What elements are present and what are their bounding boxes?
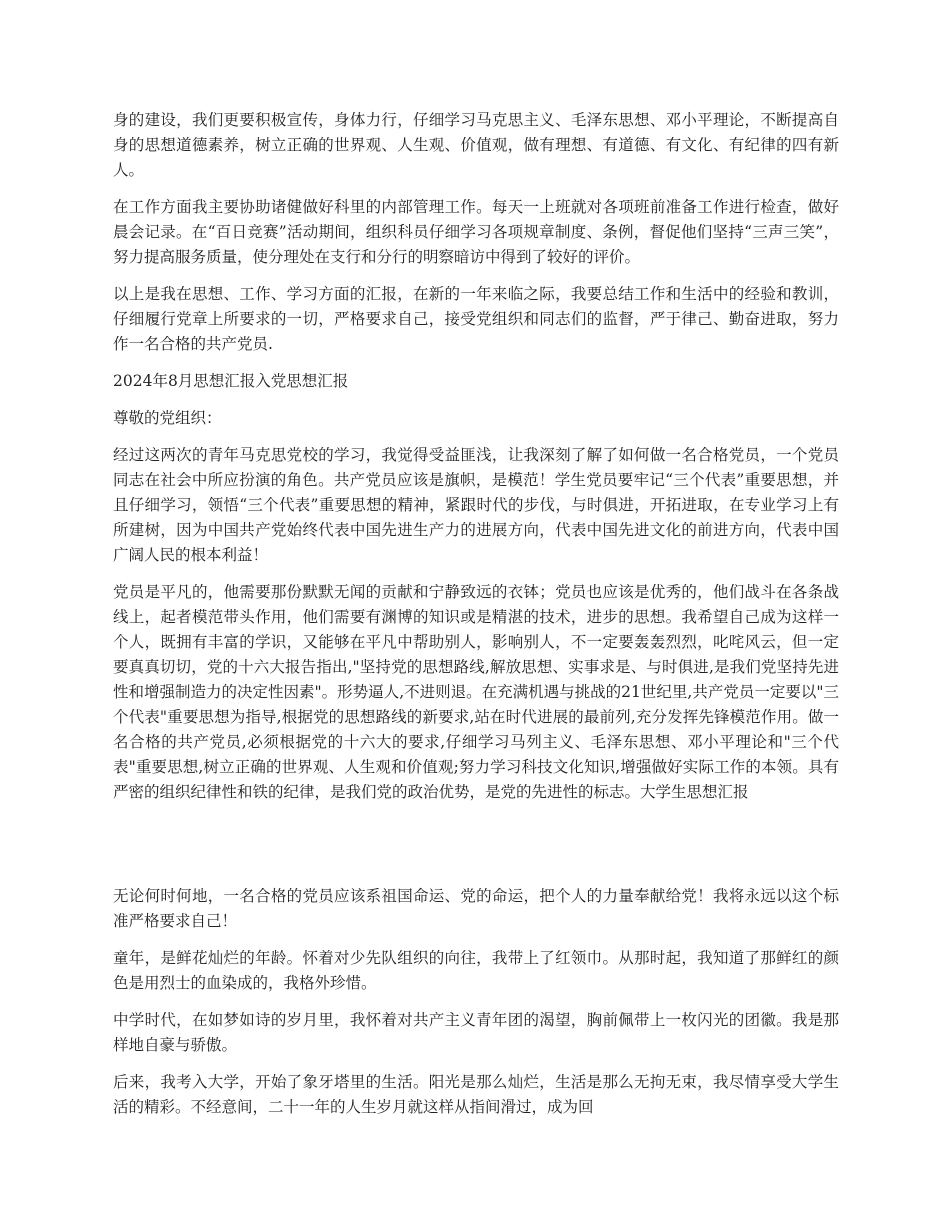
- report-title: 2024年8月思想汇报入党思想汇报: [113, 372, 349, 390]
- paragraph: 身的建设，我们更要积极宣传，身体力行，仔细学习马克思主义、毛泽东思想、邓小平理论，不断提高自身的思想道德素养，树立正确的世界观、人生观、价值观，做有理想、有道德、有文化、有纪律的四有新人。: [113, 111, 839, 179]
- document-body: [113, 108, 839, 1132]
- paragraph: 后来，我考入大学，开始了象牙塔里的生活。阳光是那么灿烂，生活是那么无拘无束，我尽情享受大学生活的精彩。不经意间，二十一年的人生岁月就这样从指间滑过，成为回: [113, 1073, 839, 1116]
- paragraph: 无论何时何地，一名合格的党员应该系祖国命运、党的命运，把个人的力量奉献给党！我将永远以这个标准严格要求自己！: [113, 887, 839, 930]
- paragraph: 在工作方面我主要协助诸健做好科里的内部管理工作。每天一上班就对各项班前准备工作进行检查，做好晨会记录。在“百日竞赛”活动期间，组织科员仔细学习各项规章制度、条例，督促他们坚持“三声三笑”，努力提高服务质量，使分理处在支行和分行的明察暗访中得到了较好的评价。: [113, 198, 839, 266]
- salutation: 尊敬的党组织：: [113, 409, 222, 427]
- paragraph: 经过这两次的青年马克思党校的学习，我觉得受益匪浅，让我深刻了解了如何做一名合格党员，一个党员同志在社会中所应扮演的角色。共产党员应该是旗帜，是模范！学生党员要牢记“三个代表”重要思想，并且仔细学习，领悟“三个代表”重要思想的精神，紧跟时代的步伐，与时俱进，开拓进取，在专业学习上有所建树，因为中国共产党始终代表中国先进生产力的进展方向，代表中国先进文化的前进方向，代表中国广阔人民的根本利益！: [113, 446, 839, 564]
- paragraph: 党员是平凡的，他需要那份默默无闻的贡献和宁静致远的衣钵；党员也应该是优秀的，他们战斗在各条战线上，起者模范带头作用，他们需要有渊博的知识或是精湛的技术，进步的思想。我希望自己成为这样一个人，既拥有丰富的学识，又能够在平凡中帮助别人，影响别人，不一定要轰轰烈烈，叱咤风云，但一定要真真切切，党的十六大报告指出,"坚持党的思想路线,解放思想、实事求是、与时俱进,是我们党坚持先进性和增强制造力的决定性因素"。形势逼人,不进则退。在充满机遇与挑战的21世纪里,共产党员一定要以"三个代表"重要思想为指导,根据党的思想路线的新要求,站在时代进展的最前列,充分发挥先锋模范作用。做一名合格的共产党员,必须根据党的十六大的要求,仔细学习马列主义、毛泽东思想、邓小平理论和"三个代表"重要思想,树立正确的世界观、人生观和价值观;努力学习科技文化知识,增强做好实际工作的本领。具有严密的组织纪律性和铁的纪律，是我们党的政治优势，是党的先进性的标志。大学生思想汇报: [113, 583, 839, 801]
- section-gap: [113, 817, 839, 884]
- paragraph: 童年，是鲜花灿烂的年龄。怀着对少先队组织的向往，我带上了红领巾。从那时起，我知道了那鲜红的颜色是用烈士的血染成的，我格外珍惜。: [113, 949, 839, 992]
- paragraph: 中学时代，在如梦如诗的岁月里，我怀着对共产主义青年团的渴望，胸前佩带上一枚闪光的团徽。我是那样地自豪与骄傲。: [113, 1011, 839, 1054]
- paragraph: 以上是我在思想、工作、学习方面的汇报，在新的一年来临之际，我要总结工作和生活中的经验和教训，仔细履行党章上所要求的一切，严格要求自己，接受党组织和同志们的监督，严于律己、勤奋进取，努力作一名合格的共产党员.: [113, 285, 839, 353]
